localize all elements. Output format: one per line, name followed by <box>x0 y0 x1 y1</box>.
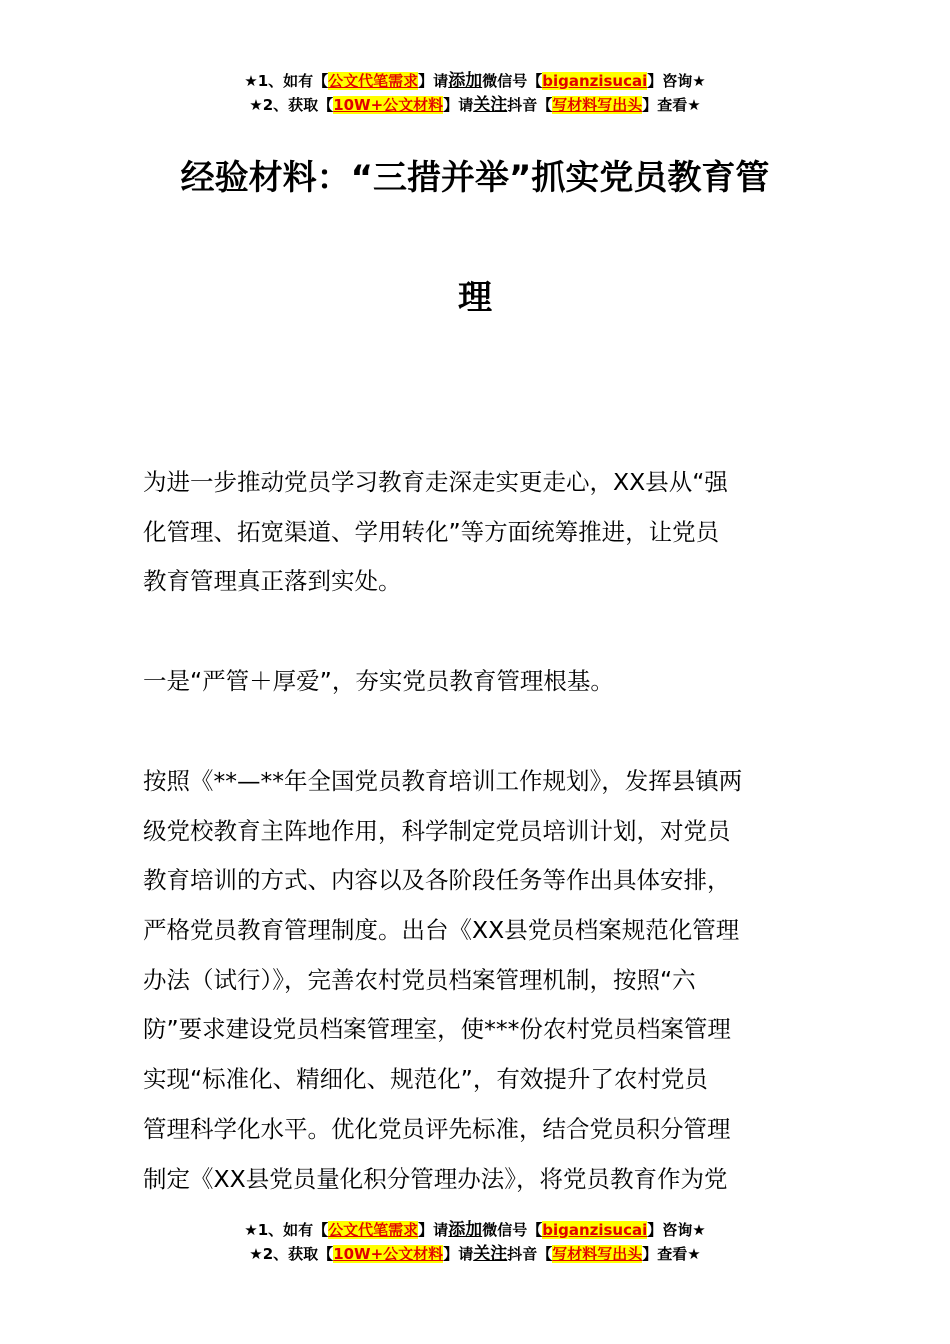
underlined-text: 关注 <box>473 1244 508 1264</box>
promo-banner-top <box>0 69 950 117</box>
promo-line-1 <box>0 69 950 93</box>
text: 抖音【 <box>507 1245 553 1263</box>
highlight: 写材料写出头 <box>552 96 643 114</box>
text-line: 级党校教育主阵地作用，科学制定党员培训计划，对党员 <box>143 816 731 845</box>
text: ★1、如有【 <box>244 1221 329 1239</box>
highlight: 公文代笔需求 <box>328 1221 419 1239</box>
text: 抖音【 <box>507 96 553 114</box>
underlined-text: 添加 <box>448 71 483 91</box>
text: ★2、获取【 <box>249 1245 334 1263</box>
text: 】请 <box>443 96 474 114</box>
text: 】请 <box>418 72 449 90</box>
text: 】查看★ <box>642 1245 701 1263</box>
text-line: 教育培训的方式、内容以及各阶段任务等作出具体安排， <box>143 866 731 895</box>
text: 微信号【 <box>482 1221 543 1239</box>
promo-line-2 <box>0 93 950 117</box>
paragraph-body <box>143 757 823 1204</box>
text: 】咨询★ <box>647 72 706 90</box>
text-line: 实现“标准化、精细化、规范化”，有效提升了农村党员 <box>143 1065 708 1094</box>
text: 】咨询★ <box>647 1221 706 1239</box>
text-line: 制定《XX县党员量化积分管理办法》，将党员教育作为党 <box>143 1164 728 1193</box>
document-title: 经验材料：“三措并举”抓实党员教育管 <box>180 158 770 198</box>
text-line: 按照《**—**年全国党员教育培训工作规划》，发挥县镇两 <box>143 767 743 795</box>
text-line: 为进一步推动党员学习教育走深走实更走心，XX县从“强 <box>143 468 728 496</box>
underlined-text: 添加 <box>448 1220 483 1240</box>
highlight: 写材料写出头 <box>552 1245 643 1263</box>
text-line: 化管理、拓宽渠道、学用转化”等方面统筹推进，让党员 <box>143 517 720 546</box>
text-line: 一是“严管＋厚爱”，夯实党员教育管理根基。 <box>143 667 614 695</box>
promo-line-1 <box>0 1218 950 1242</box>
underlined-text: 关注 <box>473 95 508 115</box>
text-line: 防”要求建设党员档案管理室，使***份农村党员档案管理 <box>143 1015 731 1044</box>
paragraph-intro <box>143 458 823 607</box>
highlight: biganzisucai <box>542 72 648 90</box>
text: 】请 <box>443 1245 474 1263</box>
highlight: 10W+公文材料 <box>333 96 444 114</box>
promo-line-2 <box>0 1242 950 1266</box>
text: 】请 <box>418 1221 449 1239</box>
document-title-cont: 理 <box>458 278 492 318</box>
text-line: 教育管理真正落到实处。 <box>143 567 402 596</box>
text-line: 办法（试行）》，完善农村党员档案管理机制，按照“六 <box>143 965 696 994</box>
text-line: 管理科学化水平。优化党员评先标准，结合党员积分管理 <box>143 1114 731 1143</box>
highlight: biganzisucai <box>542 1221 648 1239</box>
highlight: 10W+公文材料 <box>333 1245 444 1263</box>
text: ★2、获取【 <box>249 96 334 114</box>
text: ★1、如有【 <box>244 72 329 90</box>
highlight: 公文代笔需求 <box>328 72 419 90</box>
text: 微信号【 <box>482 72 543 90</box>
promo-banner-bottom <box>0 1218 950 1266</box>
text: 】查看★ <box>642 96 701 114</box>
paragraph-heading-1 <box>143 657 823 707</box>
text-line: 严格党员教育管理制度。出台《XX县党员档案规范化管理 <box>143 916 740 945</box>
